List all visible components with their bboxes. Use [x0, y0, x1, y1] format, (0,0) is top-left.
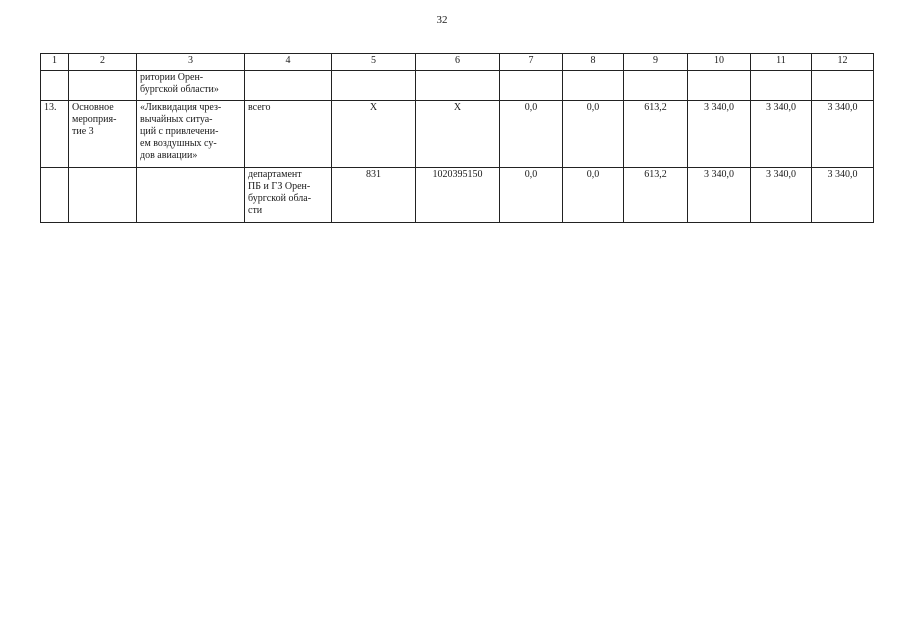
header-cell: 8 [563, 54, 624, 71]
header-cell: 7 [500, 54, 563, 71]
cell-col11: 3 340,0 [751, 168, 812, 223]
cell-col12 [812, 71, 874, 101]
cell-line: всего [248, 102, 271, 113]
cell-col9: 613,2 [624, 101, 688, 168]
program-name-cell [137, 168, 245, 223]
cell-line: ПБ и ГЗ Орен- [248, 181, 311, 192]
cell-line: сти [248, 205, 263, 216]
executor-cell [245, 71, 332, 101]
header-cell: 3 [137, 54, 245, 71]
header-row [41, 54, 874, 71]
row-number-cell [41, 168, 69, 223]
cell-line: ритории Орен- [140, 72, 204, 83]
cell-col10: 3 340,0 [688, 168, 751, 223]
cell-line: бургской обла- [248, 193, 312, 204]
cell-col11 [751, 71, 812, 101]
cell-line: бургской области» [140, 84, 219, 95]
cell-line: ем воздушных су- [140, 138, 217, 149]
table-row [41, 71, 874, 101]
header-cell: 4 [245, 54, 332, 71]
cell-col9 [624, 71, 688, 101]
status-cell [69, 71, 137, 101]
cell-col6 [416, 71, 500, 101]
status-cell [69, 101, 137, 168]
cell-col10 [688, 71, 751, 101]
cell-col7: 0,0 [500, 101, 563, 168]
page-number: 32 [436, 14, 448, 26]
header-cell: 5 [332, 54, 416, 71]
program-name-cell [137, 71, 245, 101]
cell-col7 [500, 71, 563, 101]
table-row [41, 101, 874, 168]
header-cell: 2 [69, 54, 137, 71]
cell-col10: 3 340,0 [688, 101, 751, 168]
cell-col12: 3 340,0 [812, 101, 874, 168]
cell-col6: X [416, 101, 500, 168]
program-name-cell [137, 101, 245, 168]
cell-col5 [332, 71, 416, 101]
cell-col8: 0,0 [563, 168, 624, 223]
row-number-cell [41, 71, 69, 101]
cell-col12: 3 340,0 [812, 168, 874, 223]
cell-line: департамент [248, 169, 302, 180]
executor-cell [245, 168, 332, 223]
executor-cell [245, 101, 332, 168]
cell-col9: 613,2 [624, 168, 688, 223]
cell-col8: 0,0 [563, 101, 624, 168]
header-cell: 11 [751, 54, 812, 71]
cell-col5: X [332, 101, 416, 168]
cell-line: Основное [72, 102, 114, 113]
cell-line: «Ликвидация чрез- [140, 102, 222, 113]
header-cell: 1 [41, 54, 69, 71]
cell-col6: 1020395150 [416, 168, 500, 223]
header-cell: 10 [688, 54, 751, 71]
cell-col7: 0,0 [500, 168, 563, 223]
cell-line: мероприя- [72, 114, 117, 125]
cell-line: тие 3 [72, 126, 94, 137]
cell-col11: 3 340,0 [751, 101, 812, 168]
cell-line: ций с привлечени- [140, 126, 219, 137]
header-cell: 9 [624, 54, 688, 71]
cell-line: вычайных ситуа- [140, 114, 213, 125]
header-cell: 6 [416, 54, 500, 71]
budget-table [40, 53, 874, 223]
table-row [41, 168, 874, 223]
header-cell: 12 [812, 54, 874, 71]
status-cell [69, 168, 137, 223]
cell-col8 [563, 71, 624, 101]
row-number-cell: 13. [41, 101, 69, 168]
cell-col5: 831 [332, 168, 416, 223]
cell-line: дов авиации» [140, 150, 198, 161]
